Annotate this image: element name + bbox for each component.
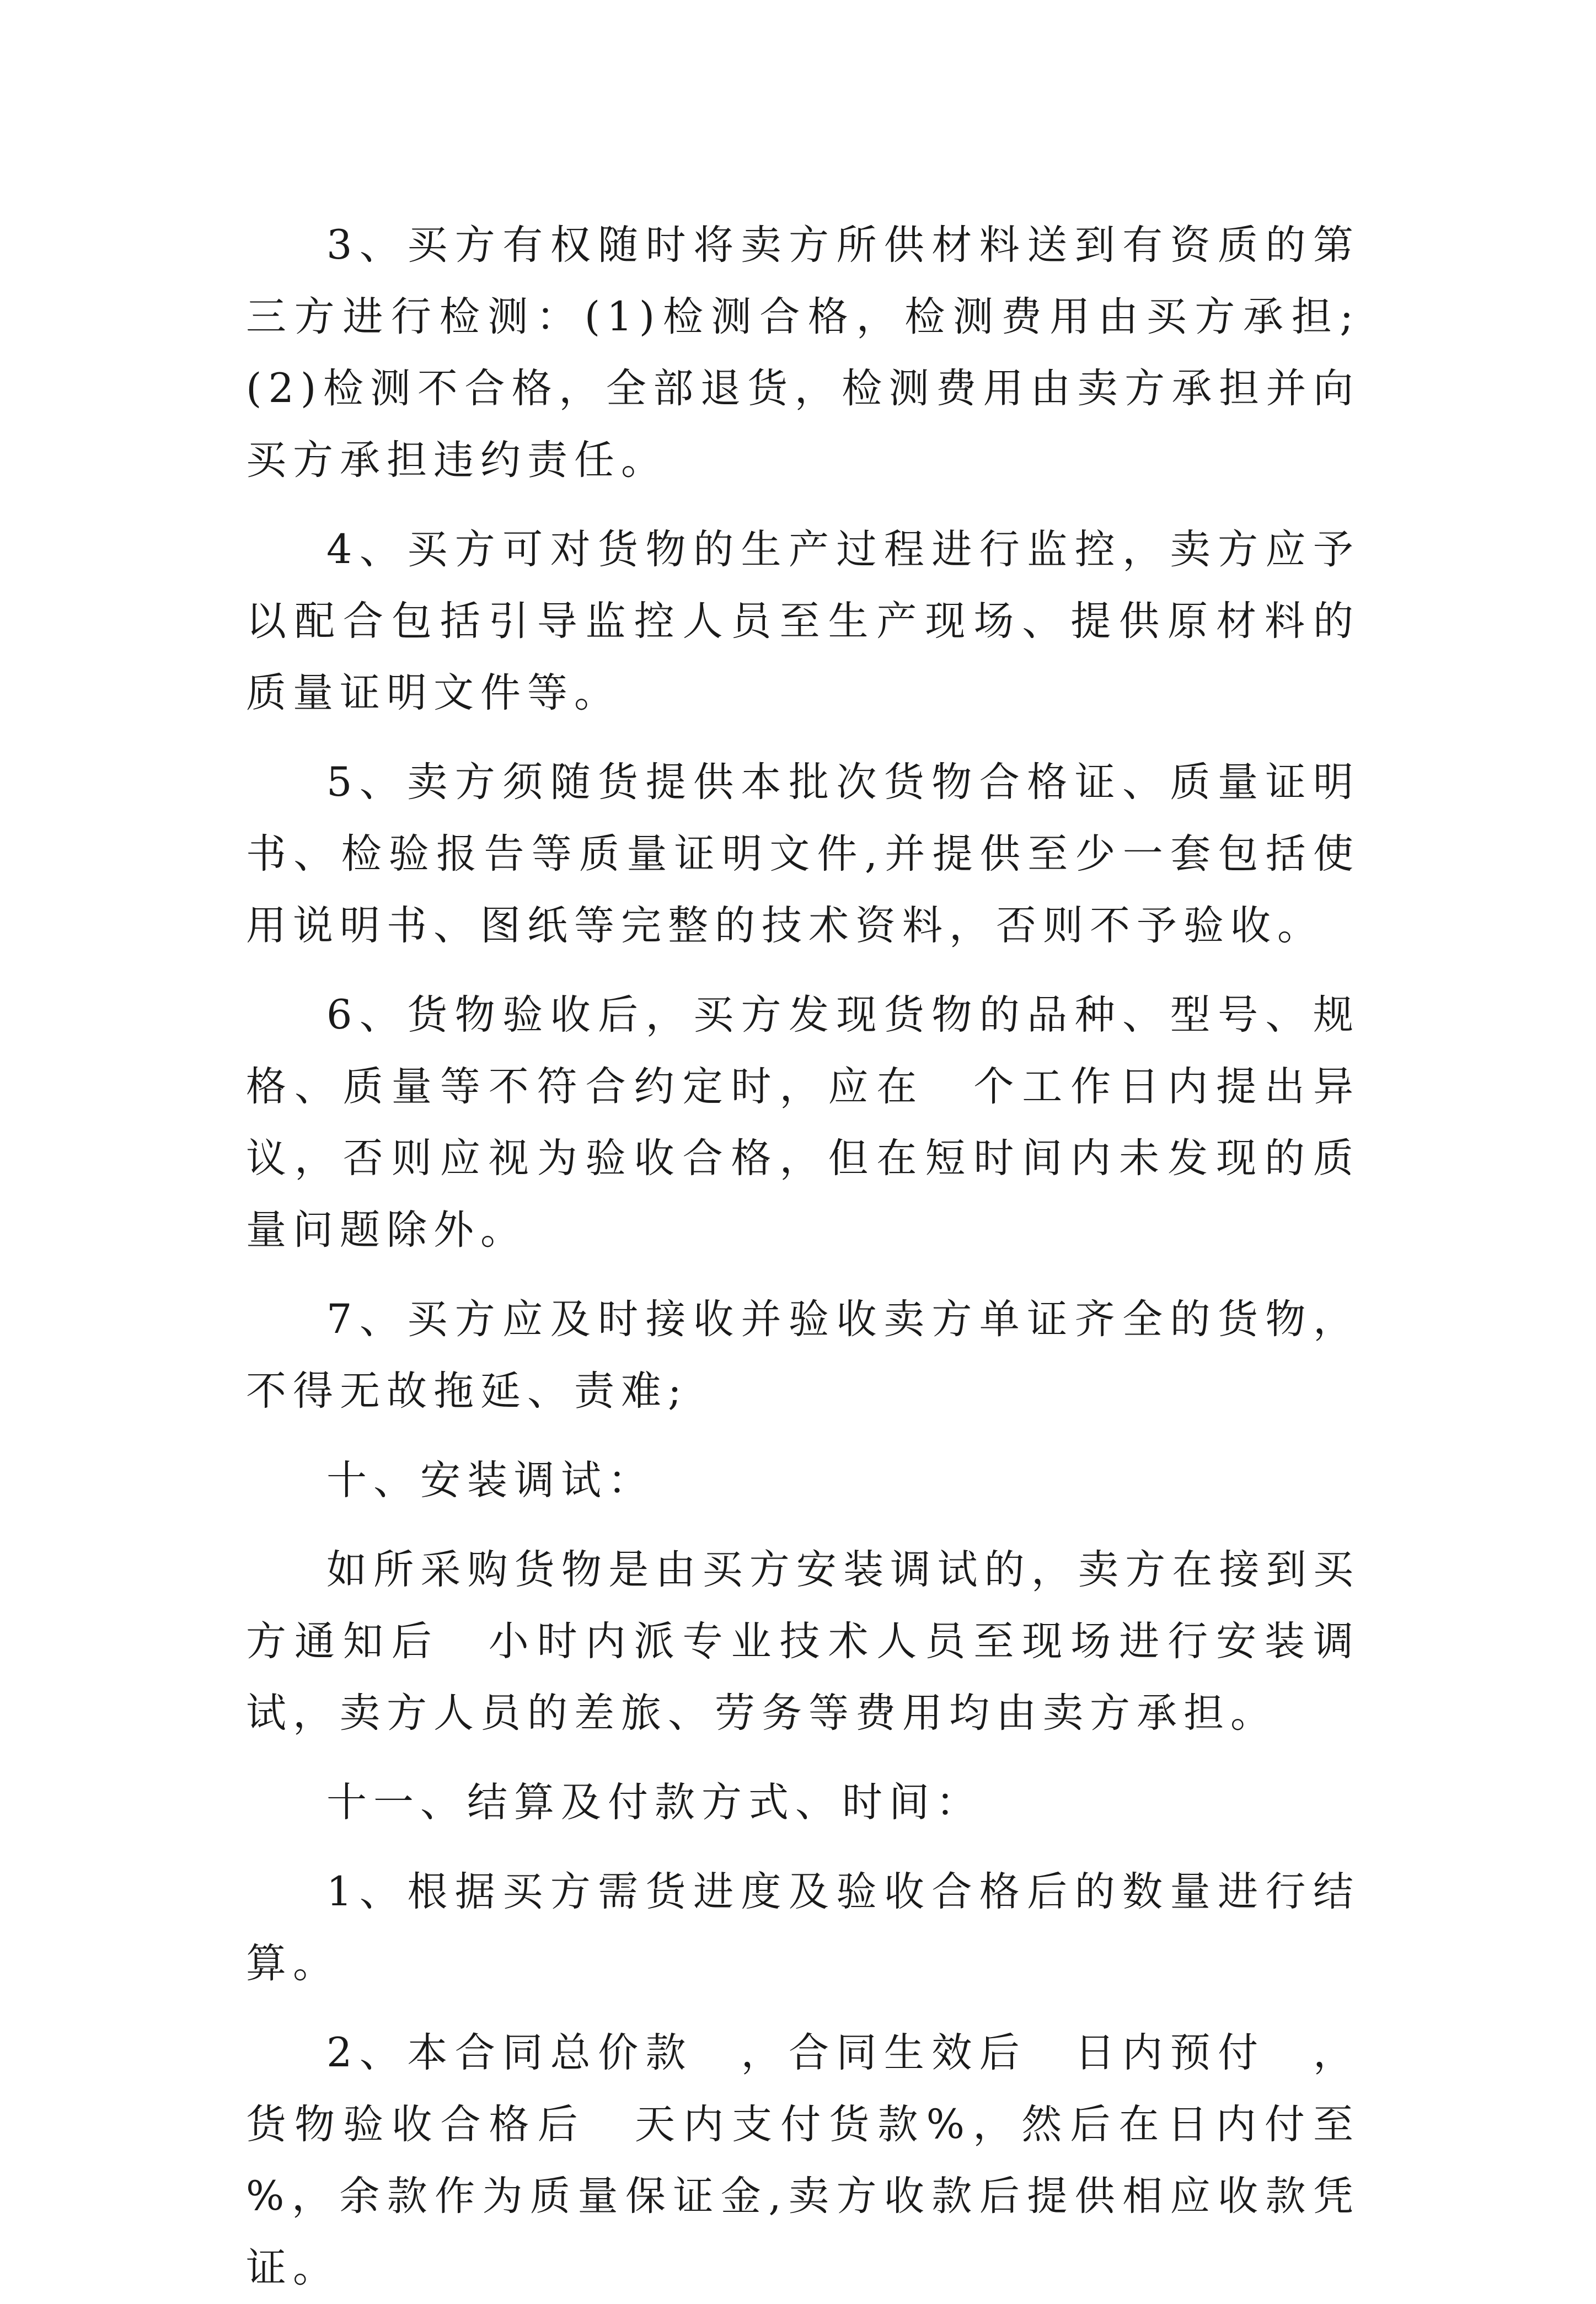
settlement-clause-2-paragraph: 2、本合同总价款 ，合同生效后 日内预付 ，货物验收合格后 天内支付货款%，然后在日内付至 %，余款作为质量保证金,卖方收款后提供相应收款凭证。 [246, 2029, 1407, 2291]
section-10-heading: 十、安装调试： [326, 1457, 655, 1504]
clause-3-paragraph: 3、买方有权随时将卖方所供材料送到有资质的第三方进行检测：(1)检测合格，检测费用由买方承担;(2)检测不合格，全部退货，检测费用由卖方承担并向买方承担违约责任。 [246, 222, 1360, 484]
clause-7-paragraph: 7、买方应及时接收并验收卖方单证齐全的货物，不得无故拖延、责难; [246, 1296, 1360, 1414]
settlement-clause-1-paragraph: 1、根据买方需货进度及验收合格后的数量进行结算。 [246, 1868, 1360, 1987]
installation-paragraph: 如所采购货物是由买方安装调试的，卖方在接到买方通知后 小时内派专业技术人员至现场进行安装调试，卖方人员的差旅、劳务等费用均由卖方承担。 [246, 1546, 1360, 1737]
clause-6-paragraph: 6、货物验收后，买方发现货物的品种、型号、规格、质量等不符合约定时，应在 个工作日内提出异议，否则应视为验收合格，但在短时间内未发现的质量问题除外。 [246, 992, 1360, 1253]
clause-5-paragraph: 5、卖方须随货提供本批次货物合格证、质量证明书、检验报告等质量证明文件,并提供至少一套包括使用说明书、图纸等完整的技术资料，否则不予验收。 [246, 759, 1360, 949]
section-11-heading: 十一、结算及付款方式、时间： [326, 1779, 983, 1826]
document-body [246, 210, 1407, 2304]
clause-4-paragraph: 4、买方可对货物的生产过程进行监控，卖方应予以配合包括引导监控人员至生产现场、提供原材料的质量证明文件等。 [246, 526, 1360, 716]
